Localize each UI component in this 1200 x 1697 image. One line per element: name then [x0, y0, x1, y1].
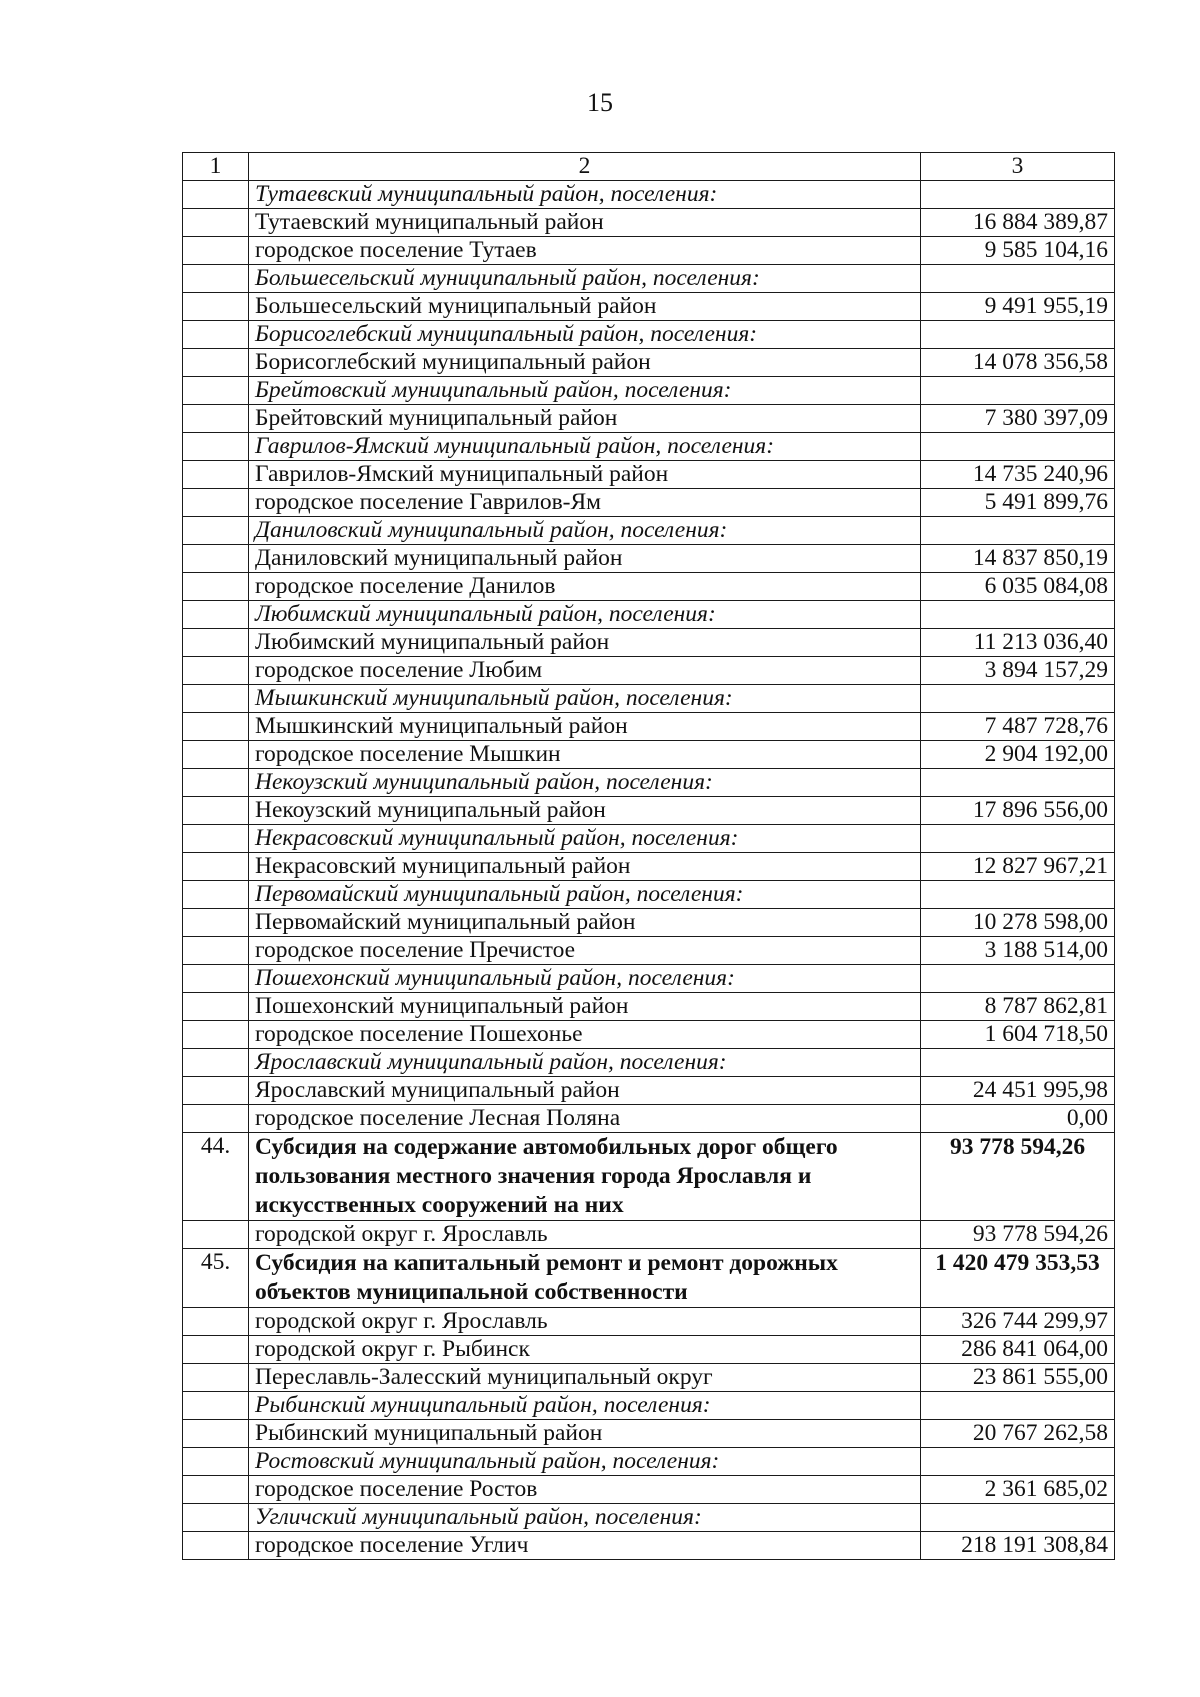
recipient-name: Даниловский муниципальный район, поселения: [249, 517, 921, 545]
row-number [183, 489, 249, 517]
amount-value [921, 433, 1115, 461]
district-group-row [183, 433, 1115, 461]
table-row [183, 713, 1115, 741]
amount-value: 12 827 967,21 [921, 853, 1115, 881]
district-group-row [183, 1049, 1115, 1077]
row-number [183, 1504, 249, 1532]
row-number [183, 909, 249, 937]
recipient-name: Тутаевский муниципальный район, поселения: [249, 181, 921, 209]
amount-value: 1 604 718,50 [921, 1021, 1115, 1049]
recipient-name: Угличский муниципальный район, поселения: [249, 1504, 921, 1532]
row-number: 45. [183, 1249, 249, 1308]
amount-value: 0,00 [921, 1105, 1115, 1133]
row-number [183, 1448, 249, 1476]
recipient-name: городское поселение Гаврилов-Ям [249, 489, 921, 517]
table-row [183, 657, 1115, 685]
table-row [183, 937, 1115, 965]
recipient-name: Мышкинский муниципальный район, поселения: [249, 685, 921, 713]
row-number [183, 209, 249, 237]
recipient-name: Первомайский муниципальный район [249, 909, 921, 937]
district-group-row [183, 517, 1115, 545]
table-row [183, 1532, 1115, 1560]
row-number [183, 601, 249, 629]
table-row [183, 629, 1115, 657]
row-number [183, 1364, 249, 1392]
recipient-name: Некоузский муниципальный район, поселения: [249, 769, 921, 797]
recipient-name: Рыбинский муниципальный район, поселения: [249, 1392, 921, 1420]
table-row [183, 461, 1115, 489]
recipient-name: Гаврилов-Ямский муниципальный район [249, 461, 921, 489]
recipient-name: Даниловский муниципальный район [249, 545, 921, 573]
table-row [183, 1105, 1115, 1133]
amount-value: 326 744 299,97 [921, 1308, 1115, 1336]
recipient-name: городское поселение Тутаев [249, 237, 921, 265]
row-number [183, 769, 249, 797]
recipient-name: Гаврилов-Ямский муниципальный район, поселения: [249, 433, 921, 461]
amount-value [921, 825, 1115, 853]
row-number [183, 1049, 249, 1077]
recipient-name: Пошехонский муниципальный район [249, 993, 921, 1021]
table-row [183, 741, 1115, 769]
table-row [183, 909, 1115, 937]
row-number [183, 965, 249, 993]
amount-value [921, 265, 1115, 293]
recipient-name: Тутаевский муниципальный район [249, 209, 921, 237]
table-row [183, 1021, 1115, 1049]
row-number [183, 405, 249, 433]
row-number [183, 461, 249, 489]
amount-value: 2 904 192,00 [921, 741, 1115, 769]
row-number [183, 685, 249, 713]
recipient-name: Переславль-Залесский муниципальный округ [249, 1364, 921, 1392]
table-row [183, 1221, 1115, 1249]
amount-value: 3 188 514,00 [921, 937, 1115, 965]
amount-value [921, 769, 1115, 797]
recipient-name: Некрасовский муниципальный район [249, 853, 921, 881]
amount-value: 23 861 555,00 [921, 1364, 1115, 1392]
district-group-row [183, 1392, 1115, 1420]
district-group-row [183, 685, 1115, 713]
table-row [183, 237, 1115, 265]
row-number [183, 1308, 249, 1336]
table-header-row [183, 153, 1115, 181]
row-number [183, 1221, 249, 1249]
recipient-name: Субсидия на содержание автомобильных дорог общего пользования местного значения города Ярославля и искусственных сооружений на них [249, 1133, 921, 1221]
table-row [183, 293, 1115, 321]
amount-value: 20 767 262,58 [921, 1420, 1115, 1448]
amount-value [921, 1448, 1115, 1476]
district-group-row [183, 377, 1115, 405]
row-number [183, 1532, 249, 1560]
row-number [183, 181, 249, 209]
table-row [183, 1077, 1115, 1105]
recipient-name: Ярославский муниципальный район [249, 1077, 921, 1105]
recipient-name: Брейтовский муниципальный район, поселения: [249, 377, 921, 405]
amount-value: 9 585 104,16 [921, 237, 1115, 265]
row-number [183, 237, 249, 265]
table-row [183, 1420, 1115, 1448]
table-row [183, 1336, 1115, 1364]
table-row [183, 489, 1115, 517]
amount-value [921, 377, 1115, 405]
recipient-name: Брейтовский муниципальный район [249, 405, 921, 433]
amount-value: 24 451 995,98 [921, 1077, 1115, 1105]
table-row [183, 545, 1115, 573]
amount-value [921, 181, 1115, 209]
row-number [183, 265, 249, 293]
recipient-name: Ростовский муниципальный район, поселения: [249, 1448, 921, 1476]
amount-value [921, 321, 1115, 349]
district-group-row [183, 181, 1115, 209]
amount-value: 10 278 598,00 [921, 909, 1115, 937]
amount-value: 218 191 308,84 [921, 1532, 1115, 1560]
amount-value: 17 896 556,00 [921, 797, 1115, 825]
amount-value: 16 884 389,87 [921, 209, 1115, 237]
amount-value [921, 1392, 1115, 1420]
table-row [183, 1308, 1115, 1336]
row-number [183, 741, 249, 769]
subsidy-table [182, 152, 1115, 1560]
recipient-name: Большесельский муниципальный район, поселения: [249, 265, 921, 293]
district-group-row [183, 825, 1115, 853]
amount-value [921, 881, 1115, 909]
amount-value: 1 420 479 353,53 [921, 1249, 1115, 1308]
row-number [183, 1420, 249, 1448]
recipient-name: городское поселение Пречистое [249, 937, 921, 965]
amount-value: 7 380 397,09 [921, 405, 1115, 433]
district-group-row [183, 965, 1115, 993]
amount-value: 9 491 955,19 [921, 293, 1115, 321]
recipient-name: городское поселение Лесная Поляна [249, 1105, 921, 1133]
district-group-row [183, 1448, 1115, 1476]
amount-value: 8 787 862,81 [921, 993, 1115, 1021]
recipient-name: Некрасовский муниципальный район, поселения: [249, 825, 921, 853]
row-number [183, 1392, 249, 1420]
row-number [183, 1105, 249, 1133]
recipient-name: Некоузский муниципальный район [249, 797, 921, 825]
row-number [183, 825, 249, 853]
table-row [183, 573, 1115, 601]
page-number: 15 [587, 88, 613, 117]
amount-value [921, 965, 1115, 993]
amount-value: 7 487 728,76 [921, 713, 1115, 741]
row-number: 44. [183, 1133, 249, 1221]
recipient-name: Любимский муниципальный район [249, 629, 921, 657]
table-row [183, 349, 1115, 377]
district-group-row [183, 769, 1115, 797]
recipient-name: Первомайский муниципальный район, поселения: [249, 881, 921, 909]
row-number [183, 881, 249, 909]
recipient-name: городской округ г. Ярославль [249, 1221, 921, 1249]
row-number [183, 797, 249, 825]
amount-value: 93 778 594,26 [921, 1133, 1115, 1221]
recipient-name: Любимский муниципальный район, поселения: [249, 601, 921, 629]
row-number [183, 545, 249, 573]
row-number [183, 1077, 249, 1105]
subsidy-item-row [183, 1249, 1115, 1308]
amount-value [921, 601, 1115, 629]
recipient-name: Пошехонский муниципальный район, поселения: [249, 965, 921, 993]
district-group-row [183, 601, 1115, 629]
amount-value: 93 778 594,26 [921, 1221, 1115, 1249]
recipient-name: городское поселение Пошехонье [249, 1021, 921, 1049]
recipient-name: Мышкинский муниципальный район [249, 713, 921, 741]
recipient-name: Рыбинский муниципальный район [249, 1420, 921, 1448]
row-number [183, 517, 249, 545]
amount-value [921, 1049, 1115, 1077]
row-number [183, 853, 249, 881]
table-row [183, 405, 1115, 433]
recipient-name: городское поселение Углич [249, 1532, 921, 1560]
amount-value [921, 685, 1115, 713]
recipient-name: Субсидия на капитальный ремонт и ремонт дорожных объектов муниципальной собственности [249, 1249, 921, 1308]
amount-value: 14 078 356,58 [921, 349, 1115, 377]
district-group-row [183, 881, 1115, 909]
amount-value: 286 841 064,00 [921, 1336, 1115, 1364]
row-number [183, 321, 249, 349]
recipient-name: городской округ г. Ярославль [249, 1308, 921, 1336]
table-row [183, 797, 1115, 825]
row-number [183, 377, 249, 405]
district-group-row [183, 321, 1115, 349]
header-col-1: 1 [183, 153, 249, 181]
row-number [183, 1021, 249, 1049]
row-number [183, 293, 249, 321]
row-number [183, 433, 249, 461]
table-row [183, 853, 1115, 881]
subsidy-item-row [183, 1133, 1115, 1221]
recipient-name: Борисоглебский муниципальный район [249, 349, 921, 377]
district-group-row [183, 265, 1115, 293]
row-number [183, 349, 249, 377]
amount-value [921, 1504, 1115, 1532]
recipient-name: городское поселение Мышкин [249, 741, 921, 769]
recipient-name: Борисоглебский муниципальный район, поселения: [249, 321, 921, 349]
amount-value: 5 491 899,76 [921, 489, 1115, 517]
recipient-name: Ярославский муниципальный район, поселения: [249, 1049, 921, 1077]
recipient-name: городское поселение Ростов [249, 1476, 921, 1504]
amount-value: 14 837 850,19 [921, 545, 1115, 573]
recipient-name: городское поселение Любим [249, 657, 921, 685]
row-number [183, 573, 249, 601]
header-col-3: 3 [921, 153, 1115, 181]
amount-value [921, 517, 1115, 545]
row-number [183, 993, 249, 1021]
row-number [183, 629, 249, 657]
amount-value: 3 894 157,29 [921, 657, 1115, 685]
recipient-name: городской округ г. Рыбинск [249, 1336, 921, 1364]
table-row [183, 993, 1115, 1021]
table-row [183, 209, 1115, 237]
header-col-2: 2 [249, 153, 921, 181]
row-number [183, 937, 249, 965]
recipient-name: городское поселение Данилов [249, 573, 921, 601]
row-number [183, 1336, 249, 1364]
amount-value: 11 213 036,40 [921, 629, 1115, 657]
table-row [183, 1476, 1115, 1504]
row-number [183, 657, 249, 685]
table-row [183, 1364, 1115, 1392]
amount-value: 2 361 685,02 [921, 1476, 1115, 1504]
row-number [183, 713, 249, 741]
district-group-row [183, 1504, 1115, 1532]
recipient-name: Большесельский муниципальный район [249, 293, 921, 321]
amount-value: 6 035 084,08 [921, 573, 1115, 601]
row-number [183, 1476, 249, 1504]
amount-value: 14 735 240,96 [921, 461, 1115, 489]
